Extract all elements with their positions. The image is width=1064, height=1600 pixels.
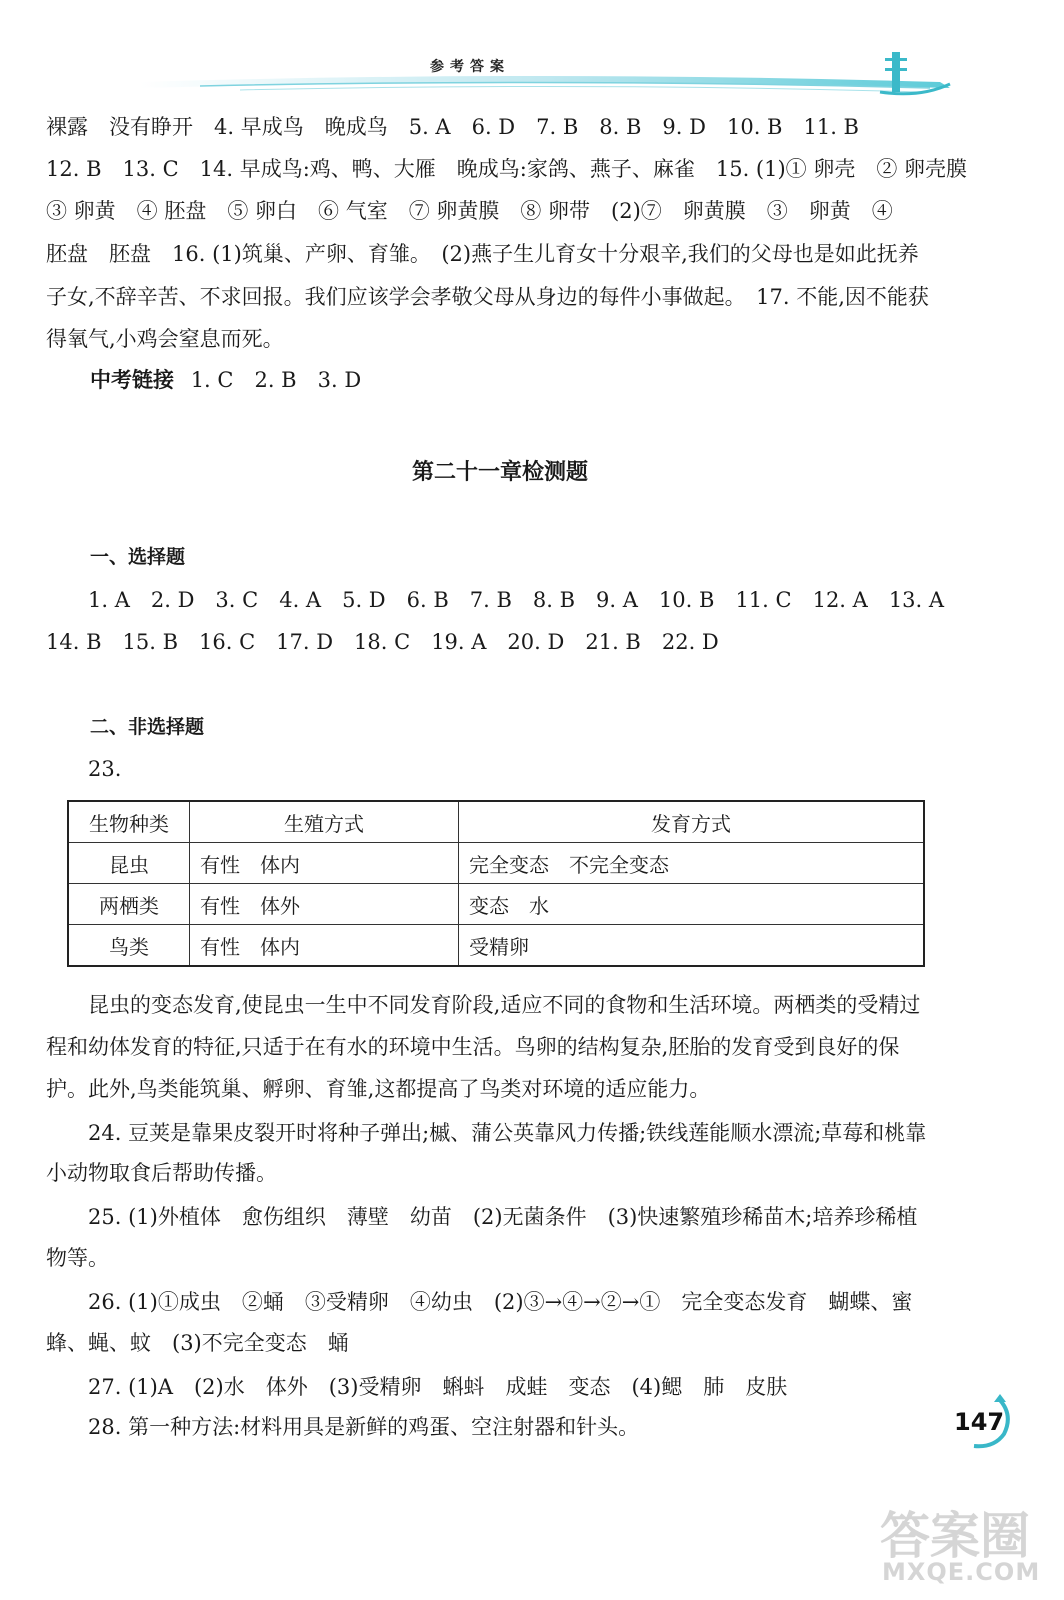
header-decoration — [140, 48, 960, 108]
table-cell: 有性 体内 — [190, 925, 459, 967]
q23-text-line-3: 护。此外,鸟类能筑巢、孵卵、育雏,这都提高了鸟类对环境的适应能力。 — [46, 1077, 711, 1101]
q28-line: 28. 第一种方法:材料用具是新鲜的鸡蛋、空注射器和针头。 — [88, 1415, 640, 1439]
table-row — [68, 925, 924, 967]
section-choice-label: 一、选择题 — [90, 546, 186, 568]
q23-text-line-2: 程和幼体发育的特征,只适于在有水的环境中生活。鸟卵的结构复杂,胚胎的发育受到良好的保 — [46, 1035, 900, 1059]
table-header-cell: 发育方式 — [459, 801, 925, 843]
page-number: 147 — [954, 1408, 1005, 1436]
watermark-url: MXQE.COM — [882, 1558, 1041, 1586]
q24-line-2: 小动物取食后帮助传播。 — [46, 1161, 277, 1185]
prev-answer-line-1: 裸露 没有睁开 4. 早成鸟 晚成鸟 5. A 6. D 7. B 8. B 9. D 10. B 11. B — [46, 115, 859, 139]
table-cell: 变态 水 — [459, 884, 925, 925]
choice-answers-line-2: 14. B 15. B 16. C 17. D 18. C 19. A 20. D 21. B 22. D — [46, 630, 719, 654]
answer-table — [67, 800, 925, 967]
watermark-logo — [868, 1496, 1048, 1596]
table-cell: 受精卵 — [459, 925, 925, 967]
table-cell: 鸟类 — [68, 925, 190, 967]
prev-answer-line-6: 得氧气,小鸡会窒息而死。 — [46, 327, 284, 351]
watermark-top-text: 答案圈 — [880, 1507, 1030, 1565]
table-row — [68, 843, 924, 884]
table-cell: 有性 体内 — [190, 843, 459, 884]
header-title: 参考答案 — [430, 59, 510, 75]
choice-answers-line-1: 1. A 2. D 3. C 4. A 5. D 6. B 7. B 8. B 9. A 10. B 11. C 12. A 13. A — [88, 588, 945, 612]
table-cell: 昆虫 — [68, 843, 190, 884]
q24-line-1: 24. 豆荚是靠果皮裂开时将种子弹出;槭、蒲公英靠风力传播;铁线莲能顺水漂流;草莓和桃靠 — [88, 1121, 927, 1145]
table-header-cell: 生殖方式 — [190, 801, 459, 843]
q23-label: 23. — [88, 757, 122, 781]
prev-answer-line-5: 子女,不辞辛苦、不求回报。我们应该学会孝敬父母从身边的每件小事做起。 17. 不能,因不能获 — [46, 285, 929, 309]
page-header — [140, 48, 960, 108]
prev-answer-line-2: 12. B 13. C 14. 早成鸟:鸡、鸭、大雁 晚成鸟:家鸽、燕子、麻雀 15. (1)① 卵壳 ② 卵壳膜 — [46, 157, 968, 181]
table-cell: 两栖类 — [68, 884, 190, 925]
prev-answer-line-3: ③ 卵黄 ④ 胚盘 ⑤ 卵白 ⑥ 气室 ⑦ 卵黄膜 ⑧ 卵带 (2)⑦ 卵黄膜 ③ 卵黄 ④ — [46, 199, 893, 223]
table-row — [68, 884, 924, 925]
table-header-row — [68, 801, 924, 843]
table-cell: 有性 体外 — [190, 884, 459, 925]
q26-line-2: 蜂、蝇、蚊 (3)不完全变态 蛹 — [46, 1331, 349, 1355]
prev-answer-line-4: 胚盘 胚盘 16. (1)筑巢、产卵、育雏。 (2)燕子生儿育女十分艰辛,我们的父母也是如此抚养 — [46, 242, 919, 266]
q27-line: 27. (1)A (2)水 体外 (3)受精卵 蝌蚪 成蛙 变态 (4)鳃 肺 皮肤 — [88, 1375, 788, 1399]
section-nonchoice-label: 二、非选择题 — [90, 716, 205, 738]
zhongkao-label: 中考链接 — [90, 368, 174, 392]
q26-line-1: 26. (1)①成虫 ②蛹 ③受精卵 ④幼虫 (2)③→④→②→① 完全变态发育 蝴蝶、蜜 — [88, 1290, 913, 1314]
q23-text-line-1: 昆虫的变态发育,使昆虫一生中不同发育阶段,适应不同的食物和生活环境。两栖类的受精过 — [88, 993, 921, 1017]
zhongkao-row — [90, 367, 1010, 393]
q25-line-1: 25. (1)外植体 愈伤组织 薄壁 幼苗 (2)无菌条件 (3)快速繁殖珍稀苗木;培养珍稀植 — [88, 1205, 918, 1229]
chapter-title: 第二十一章检测题 — [411, 460, 588, 485]
table-header-cell: 生物种类 — [68, 801, 190, 843]
table-cell: 完全变态 不完全变态 — [459, 843, 925, 884]
q25-line-2: 物等。 — [46, 1246, 109, 1270]
zhongkao-answers: 1. C 2. B 3. D — [190, 368, 362, 392]
